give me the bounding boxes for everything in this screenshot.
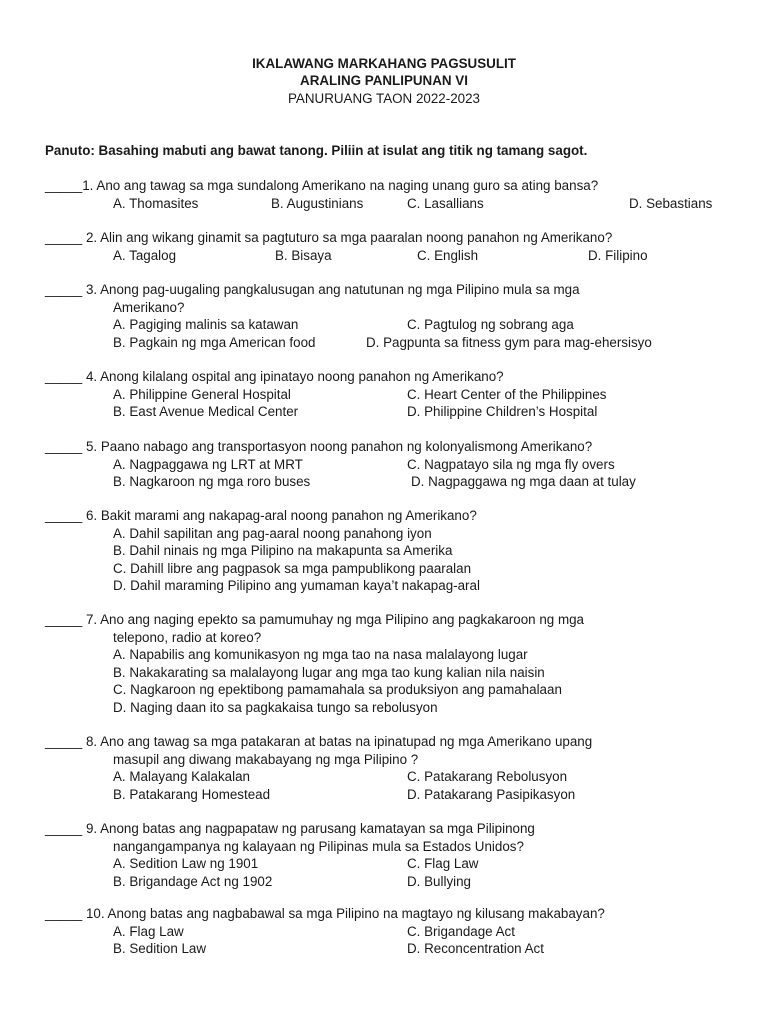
- choice: D. Filipino: [588, 247, 648, 263]
- choice: B. Brigandage Act ng 1902: [113, 873, 273, 889]
- question-5: [45, 438, 745, 491]
- question-4: [45, 368, 745, 421]
- question-1: [45, 177, 745, 212]
- choice-row: [45, 525, 745, 543]
- question-stem: _____ 2. Alin ang wikang ginamit sa pagtuturo sa mga paaralan noong panahon ng Amerikano?: [45, 230, 613, 245]
- instructions: Panuto: Basahing mabuti ang bawat tanong. Piliin at isulat ang titik ng tamang sagot.: [45, 143, 588, 158]
- question-stem: _____ 6. Bakit marami ang nakapag-aral noong panahon ng Amerikano?: [45, 508, 477, 523]
- question-8: [45, 733, 745, 803]
- choice-row: [45, 473, 745, 491]
- choice: D. Nagpaggawa ng mga daan at tulay: [411, 474, 636, 489]
- choice-row: [45, 699, 745, 717]
- choice: C. Dahill libre ang pagpasok sa mga pampublikong paaralan: [113, 560, 472, 576]
- choice-row: [45, 560, 745, 578]
- choice: B. East Avenue Medical Center: [113, 404, 299, 419]
- choice: C. Brigandage Act: [407, 923, 515, 939]
- choice-row: [45, 316, 745, 334]
- question-stem: _____ 10. Anong batas ang nagbabawal sa mga Pilipino na magtayo ng kilusang makabayan?: [45, 906, 605, 921]
- school-year: PANURUANG TAON 2022-2023: [287, 91, 480, 106]
- question-stem-continued: masupil ang diwang makabayang ng mga Pilipino ?: [113, 751, 419, 767]
- question-7: [45, 611, 745, 716]
- choice: D. Naging daan ito sa pagkakaisa tungo sa rebolusyon: [113, 699, 438, 715]
- choice: B. Sedition Law: [113, 941, 207, 956]
- choice: A. Tagalog: [113, 247, 177, 263]
- choice: A. Thomasites: [113, 195, 199, 211]
- choice: C. Flag Law: [407, 856, 479, 871]
- question-2: [45, 229, 745, 264]
- question-stem: _____ 5. Paano nabago ang transportasyon noong panahon ng kolonyalismong Amerikano?: [45, 439, 593, 454]
- choice: D. Sebastians: [629, 195, 713, 211]
- choice-row: [45, 786, 745, 804]
- choice: B. Pagkain ng mga American food: [113, 334, 316, 350]
- question-10: [45, 905, 745, 958]
- choice: C. Pagtulog ng sobrang aga: [407, 317, 574, 332]
- question-stem: _____ 7. Ano ang naging epekto sa pamumuhay ng mga Pilipino ang pagkakaroon ng mga: [45, 612, 584, 627]
- choice: D. Bullying: [407, 873, 472, 889]
- choice-row: [45, 247, 745, 265]
- choice: D. Reconcentration Act: [407, 941, 544, 956]
- choice-row: [45, 855, 745, 873]
- choice-row: [45, 923, 745, 941]
- choice: B. Bisaya: [275, 247, 332, 263]
- choice-row: [45, 403, 745, 421]
- choice: A. Napabilis ang komunikasyon ng mga tao na nasa malalayong lugar: [113, 647, 528, 662]
- choice: C. Heart Center of the Philippines: [407, 386, 607, 402]
- choice-row: [45, 940, 745, 958]
- choice: A. Malayang Kalakalan: [113, 769, 250, 784]
- choice: B. Augustinians: [271, 195, 364, 211]
- choice-row: [45, 195, 745, 213]
- question-stem: _____ 8. Ano ang tawag sa mga patakaran at batas na ipinatupad ng mga Amerikano upang: [45, 734, 593, 749]
- question-stem: _____ 3. Anong pag-uugaling pangkalusugan ang natutunan ng mga Pilipino mula sa mga: [45, 282, 580, 297]
- choice: C. Nagpatayo sila ng mga fly overs: [407, 456, 615, 472]
- question-stem: _____ 4. Anong kilalang ospital ang ipinatayo noong panahon ng Amerikano?: [45, 369, 504, 384]
- question-stem: _____ 9. Anong batas ang nagpapataw ng parusang kamatayan sa mga Pilipinong: [45, 821, 535, 836]
- choice: C. Lasallians: [407, 195, 484, 211]
- choice: A. Flag Law: [113, 923, 184, 939]
- question-3: [45, 281, 745, 351]
- choice-row: [45, 768, 745, 786]
- choice: B. Nagkaroon ng mga roro buses: [113, 474, 311, 489]
- choice: D. Dahil maraming Pilipino ang yumaman kaya’t nakapag-aral: [113, 578, 480, 593]
- choice-row: [45, 334, 745, 352]
- choice-row: [45, 542, 745, 560]
- question-stem-continued: Amerikano?: [113, 299, 185, 315]
- choice-row: [45, 577, 745, 595]
- choice: A. Pagiging malinis sa katawan: [113, 317, 299, 332]
- choice-row: [45, 646, 745, 664]
- question-stem-continued: nangangampanya ng kalayaan ng Pilipinas mula sa Estados Unidos?: [113, 838, 524, 854]
- question-9: [45, 820, 745, 890]
- choice: A. Sedition Law ng 1901: [113, 856, 259, 871]
- choice: A. Philippine General Hospital: [113, 386, 291, 402]
- choice: A. Nagpaggawa ng LRT at MRT: [113, 456, 303, 472]
- question-stem-continued: telepono, radio at koreo?: [113, 629, 262, 645]
- choice: B. Patakarang Homestead: [113, 786, 271, 802]
- choice: B. Dahil ninais ng mga Pilipino na makapunta sa Amerika: [113, 543, 453, 558]
- choice: C. Patakarang Rebolusyon: [407, 769, 568, 784]
- choice-row: [45, 664, 745, 682]
- choice: D. Pagpunta sa fitness gym para mag-ehersisyo: [366, 334, 652, 350]
- choice: C. Nagkaroon ng epektibong pamamahala sa produksiyon ang pamahalaan: [113, 682, 562, 697]
- choice: C. English: [417, 247, 479, 263]
- question-6: [45, 507, 745, 595]
- choice: A. Dahil sapilitan ang pag-aaral noong panahong iyon: [113, 525, 432, 541]
- exam-subject: ARALING PANLIPUNAN VI: [300, 73, 468, 88]
- choice: B. Nakakarating sa malalayong lugar ang mga tao kung kalian nila naisin: [113, 664, 545, 680]
- choice-row: [45, 873, 745, 891]
- choice-row: [45, 681, 745, 699]
- question-stem: _____1. Ano ang tawag sa mga sundalong Amerikano na naging unang guro sa ating bansa?: [45, 178, 599, 193]
- choice: D. Philippine Children’s Hospital: [407, 404, 598, 419]
- choice-row: [45, 386, 745, 404]
- choice: D. Patakarang Pasipikasyon: [407, 786, 576, 802]
- choice-row: [45, 456, 745, 474]
- exam-title: IKALAWANG MARKAHANG PAGSUSULIT: [252, 56, 516, 71]
